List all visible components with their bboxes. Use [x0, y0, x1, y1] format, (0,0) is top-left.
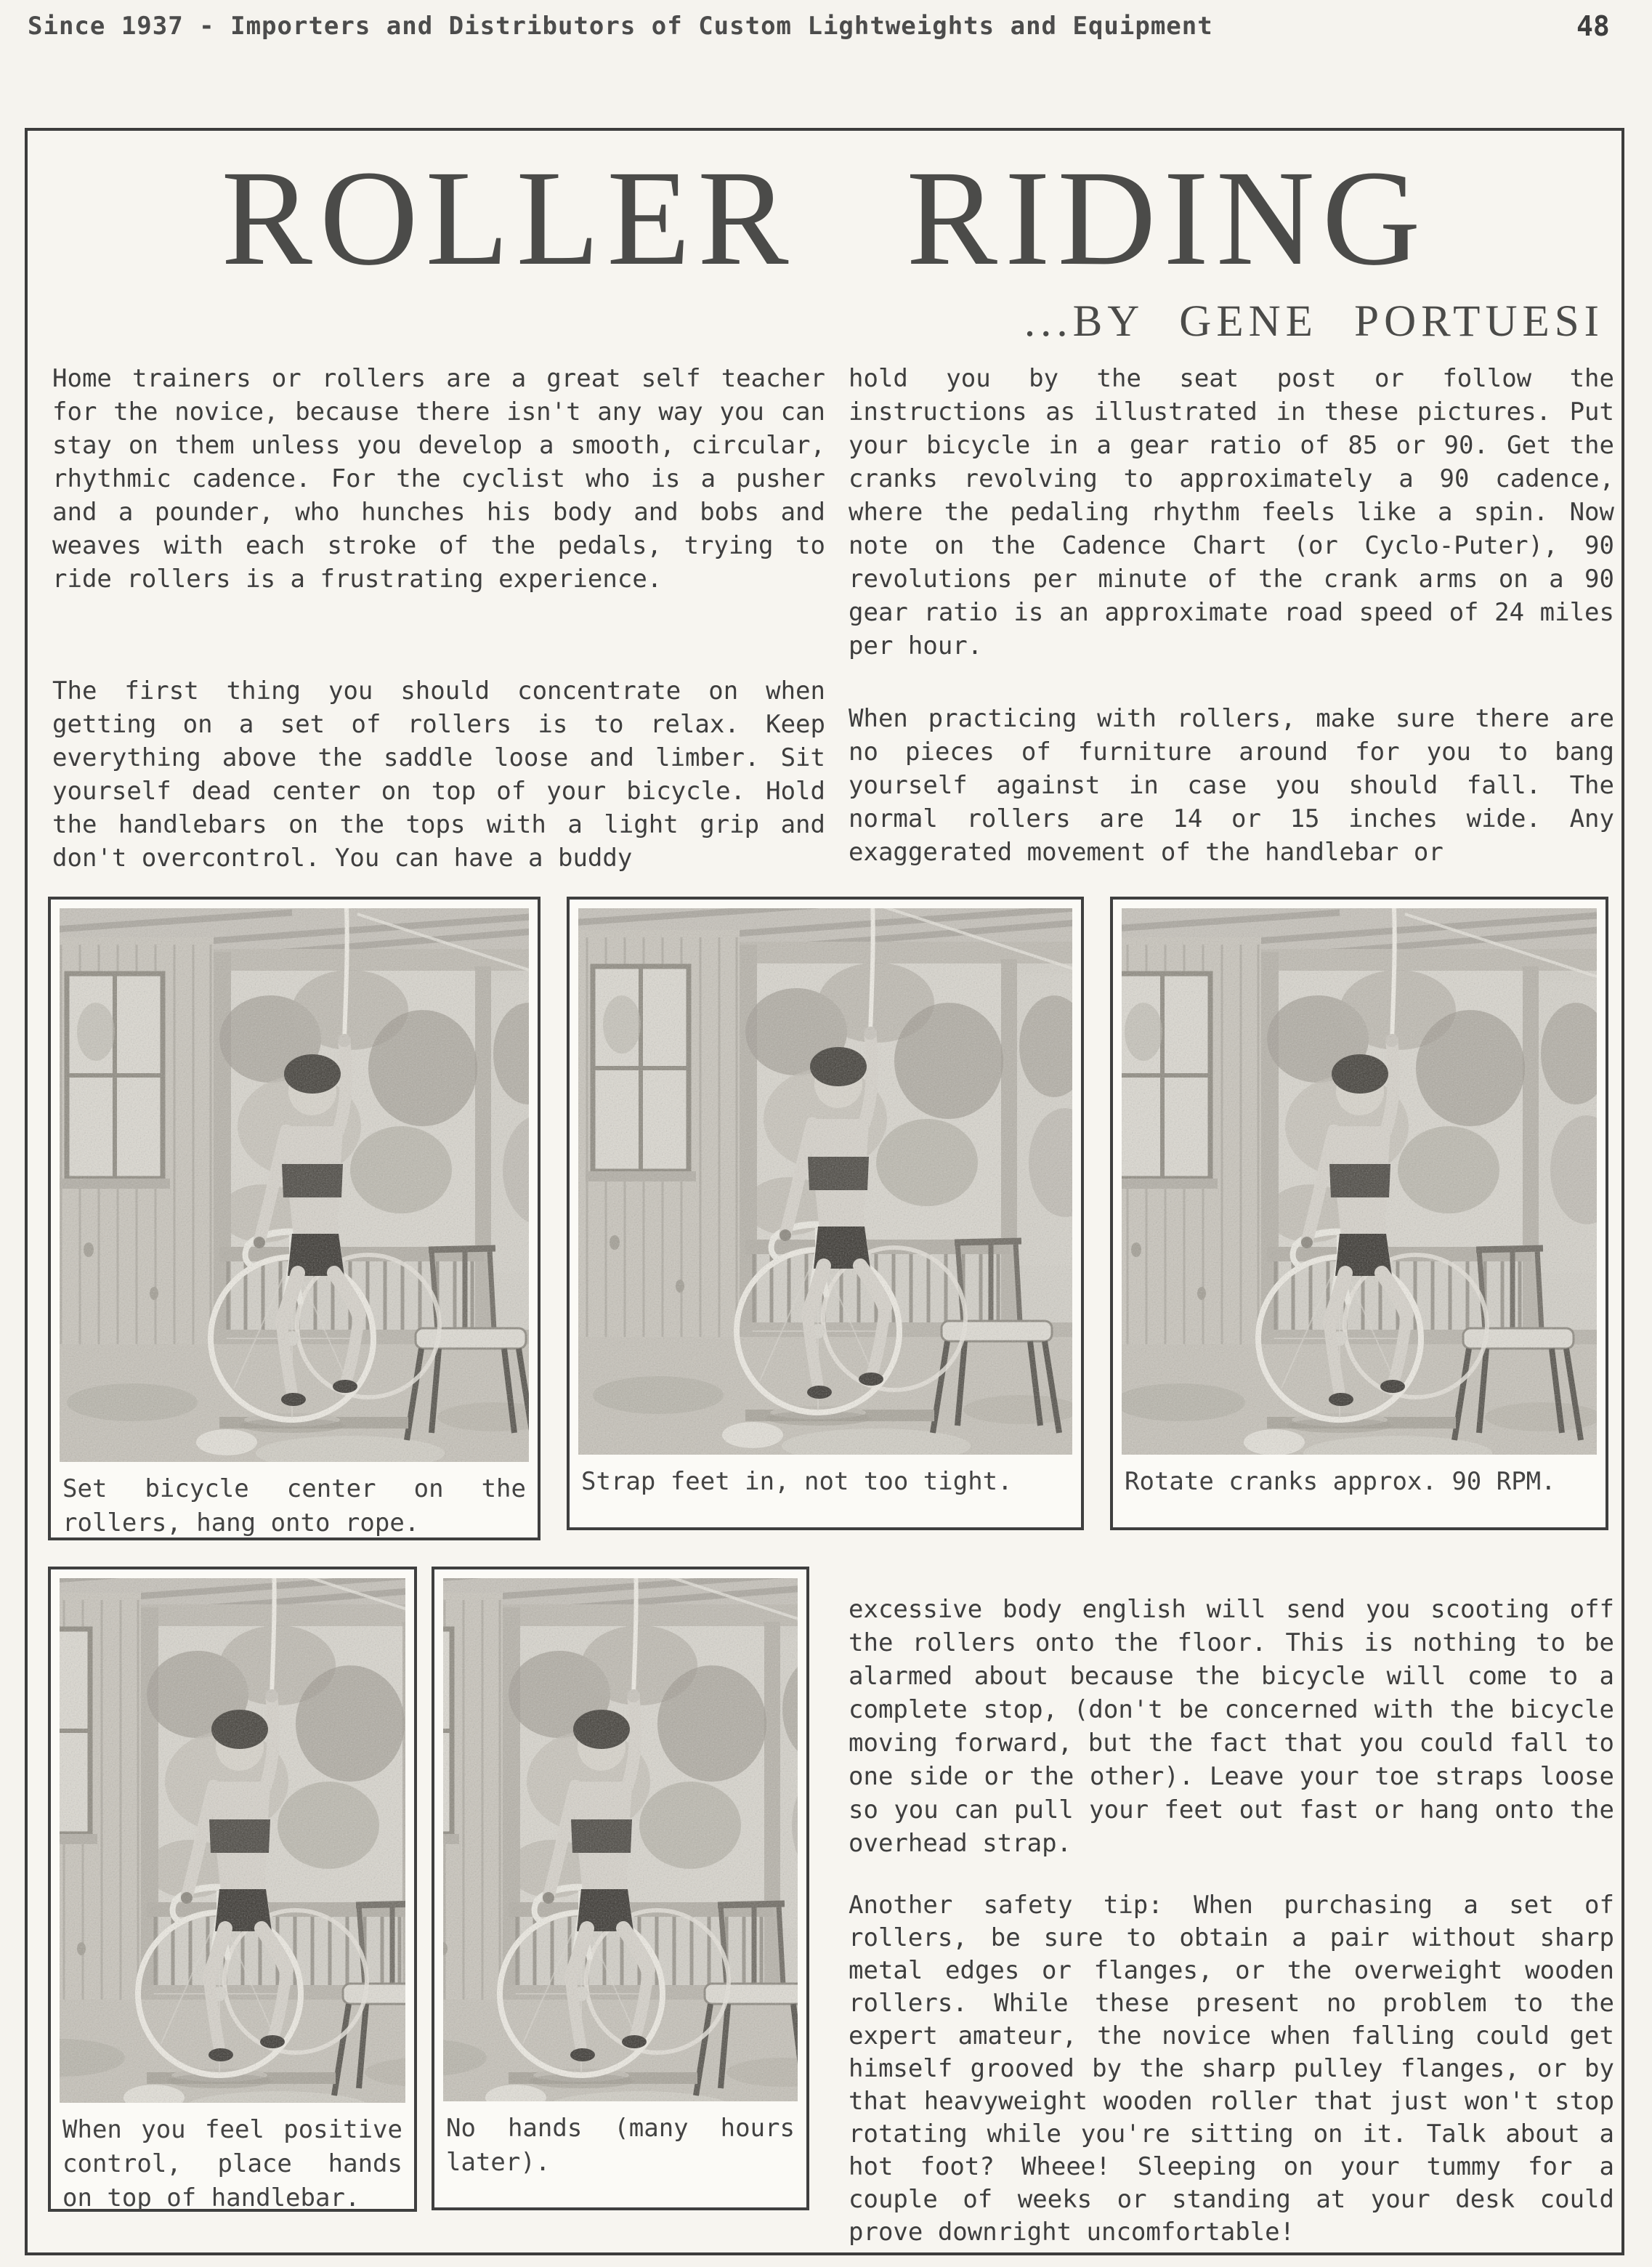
photo-figure-1 — [48, 897, 540, 1540]
page-number: 48 — [1576, 10, 1610, 42]
paragraph-left-1: Home trainers or rollers are a great self teacher for the novice, because there isn't any way you can stay on them unless you develop a smooth, circular, rhythmic cadence. For the cyclist who is a pusher and a pounder, who hunches his body and bobs and weaves with each stroke of the pedals, trying to ride rollers is a frustrating experience. — [52, 364, 825, 594]
roller-riding-photo-2 — [578, 908, 1072, 1455]
roller-riding-photo-1 — [60, 908, 529, 1462]
photo-figure-5 — [432, 1567, 809, 2210]
paragraph-right-1: hold you by the seat post or follow the instructions as illustrated in these pictures. Put your bicycle in a gear ratio of 85 or 90. Get the cranks revolving to approximately a 90 cadence, where the pedaling rhythm feels like a spin. Now note on the Cadence Chart (or Cyclo-Puter), 90 revolutions per minute of the crank arms on a 90 gear ratio is an approximate road speed of 24 miles per hour. — [849, 364, 1614, 660]
roller-riding-photo-3 — [1122, 908, 1597, 1455]
photo-caption-4: When you feel positive control, place hands on top of handlebar. — [62, 2115, 402, 2213]
paragraph-right-2: When practicing with rollers, make sure there are no pieces of furniture around for you to bang yourself against in case you should fall. The normal rollers are 14 or 15 inches wide. Any exaggerated movement of the handlebar or — [849, 704, 1614, 867]
article-byline: ...BY GENE PORTUESI — [1024, 297, 1604, 346]
paragraph-bottom-right-2: Another safety tip: When purchasing a set of rollers, be sure to obtain a pair without sharp metal edges or flanges, or the overweight wooden rollers. While these present no problem to the expert amateur, the novice when falling could get himself grooved by the sharp pulley flanges, or by that heavyweight wooden roller that just won't stop rotating while you're sitting on it. Talk about a hot foot? Wheee! Sleeping on your tummy for a couple of weeks or standing at your desk could prove downright uncomfortable! — [849, 1891, 1614, 2247]
photo-figure-3 — [1110, 897, 1608, 1530]
photo-figure-4 — [48, 1567, 417, 2212]
roller-riding-photo-4 — [60, 1578, 405, 2103]
paragraph-bottom-right-1: excessive body english will send you scooting off the rollers onto the floor. This is nothing to be alarmed about because the bicycle will come to a complete stop, (don't be concerned with the bicycle moving forward, but the fact that you could fall to one side or the other). Leave your toe straps loose so you can pull your feet out fast or hang onto the overhead strap. — [849, 1595, 1614, 1858]
photo-caption-1: Set bicycle center on the rollers, hang onto rope. — [62, 1474, 526, 1537]
paragraph-left-2: The first thing you should concentrate on when getting on a set of rollers is to relax. Keep everything above the saddle loose and limber. Sit yourself dead center on top of your bicycle. Hold the handlebars on the tops with a light grip and don't overcontrol. You can have a buddy — [52, 676, 825, 873]
article-title: ROLLER RIDING — [221, 142, 1428, 294]
roller-riding-photo-5 — [443, 1578, 798, 2101]
photo-figure-2 — [567, 897, 1084, 1530]
page-header: Since 1937 - Importers and Distributors of Custom Lightweights and Equipment — [28, 12, 1213, 41]
photo-caption-3: Rotate cranks approx. 90 RPM. — [1125, 1467, 1556, 1496]
photo-caption-5: No hands (many hours later). — [446, 2114, 795, 2177]
photo-caption-2: Strap feet in, not too tight. — [581, 1467, 1013, 1496]
